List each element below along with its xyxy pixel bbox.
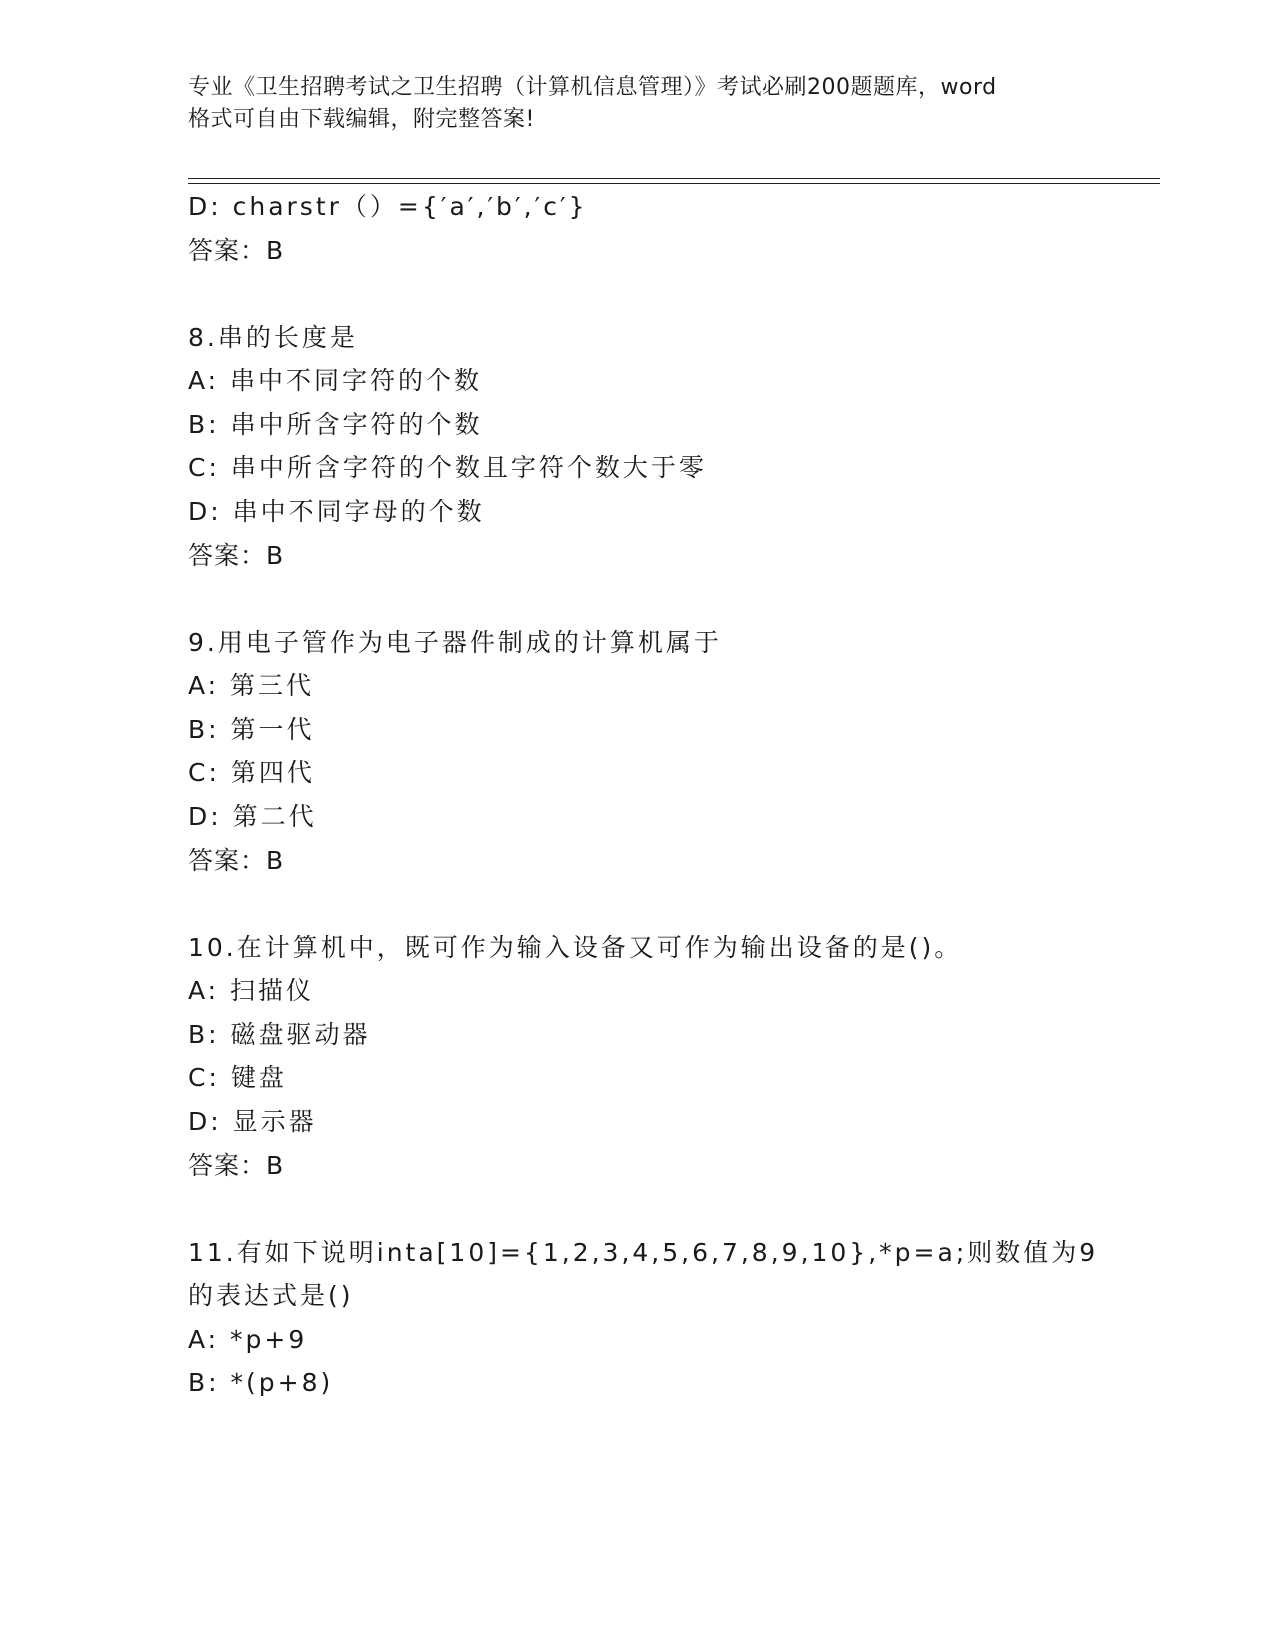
header-line-1: 专业《卫生招聘考试之卫生招聘（计算机信息管理）》考试必刷200题题库，word <box>188 75 997 100</box>
q8-question: 8.串的长度是 <box>188 323 358 352</box>
q9-option-c: C: 第四代 <box>188 758 315 787</box>
q8-option-a: A: 串中不同字符的个数 <box>188 366 483 395</box>
q8-answer: 答案：B <box>188 541 285 570</box>
q11-option-a: A: *p+9 <box>188 1325 308 1354</box>
header-line-2: 格式可自由下载编辑，附完整答案! <box>188 107 535 132</box>
q10-question: 10.在计算机中，既可作为输入设备又可作为输出设备的是()。 <box>188 933 963 962</box>
q10-option-b: B: 磁盘驱动器 <box>188 1020 371 1049</box>
q8-option-d: D: 串中不同字母的个数 <box>188 497 485 526</box>
q9-question: 9.用电子管作为电子器件制成的计算机属于 <box>188 628 722 657</box>
prev-option-d: D: charstr（）={′a′,′b′,′c′} <box>188 192 588 221</box>
q10-option-a: A: 扫描仪 <box>188 976 315 1005</box>
header-divider-bottom <box>188 183 1160 184</box>
q10-option-d: D: 显示器 <box>188 1107 317 1136</box>
q11-option-b: B: *(p+8) <box>188 1368 334 1397</box>
q9-option-b: B: 第一代 <box>188 715 315 744</box>
q10-answer: 答案：B <box>188 1151 285 1180</box>
q9-answer: 答案：B <box>188 846 285 875</box>
q11-question-line-1: 11.有如下说明inta[10]={1,2,3,4,5,6,7,8,9,10},*p=a;则数值为9 <box>188 1238 1099 1267</box>
q9-option-d: D: 第二代 <box>188 802 317 831</box>
document-header <box>188 72 1108 136</box>
q8-option-c: C: 串中所含字符的个数且字符个数大于零 <box>188 453 707 482</box>
prev-answer: 答案：B <box>188 236 285 265</box>
q8-option-b: B: 串中所含字符的个数 <box>188 410 483 439</box>
q11-question-line-2: 的表达式是() <box>188 1281 354 1310</box>
q9-option-a: A: 第三代 <box>188 671 315 700</box>
q10-option-c: C: 键盘 <box>188 1063 287 1092</box>
header-divider-top <box>188 178 1160 179</box>
